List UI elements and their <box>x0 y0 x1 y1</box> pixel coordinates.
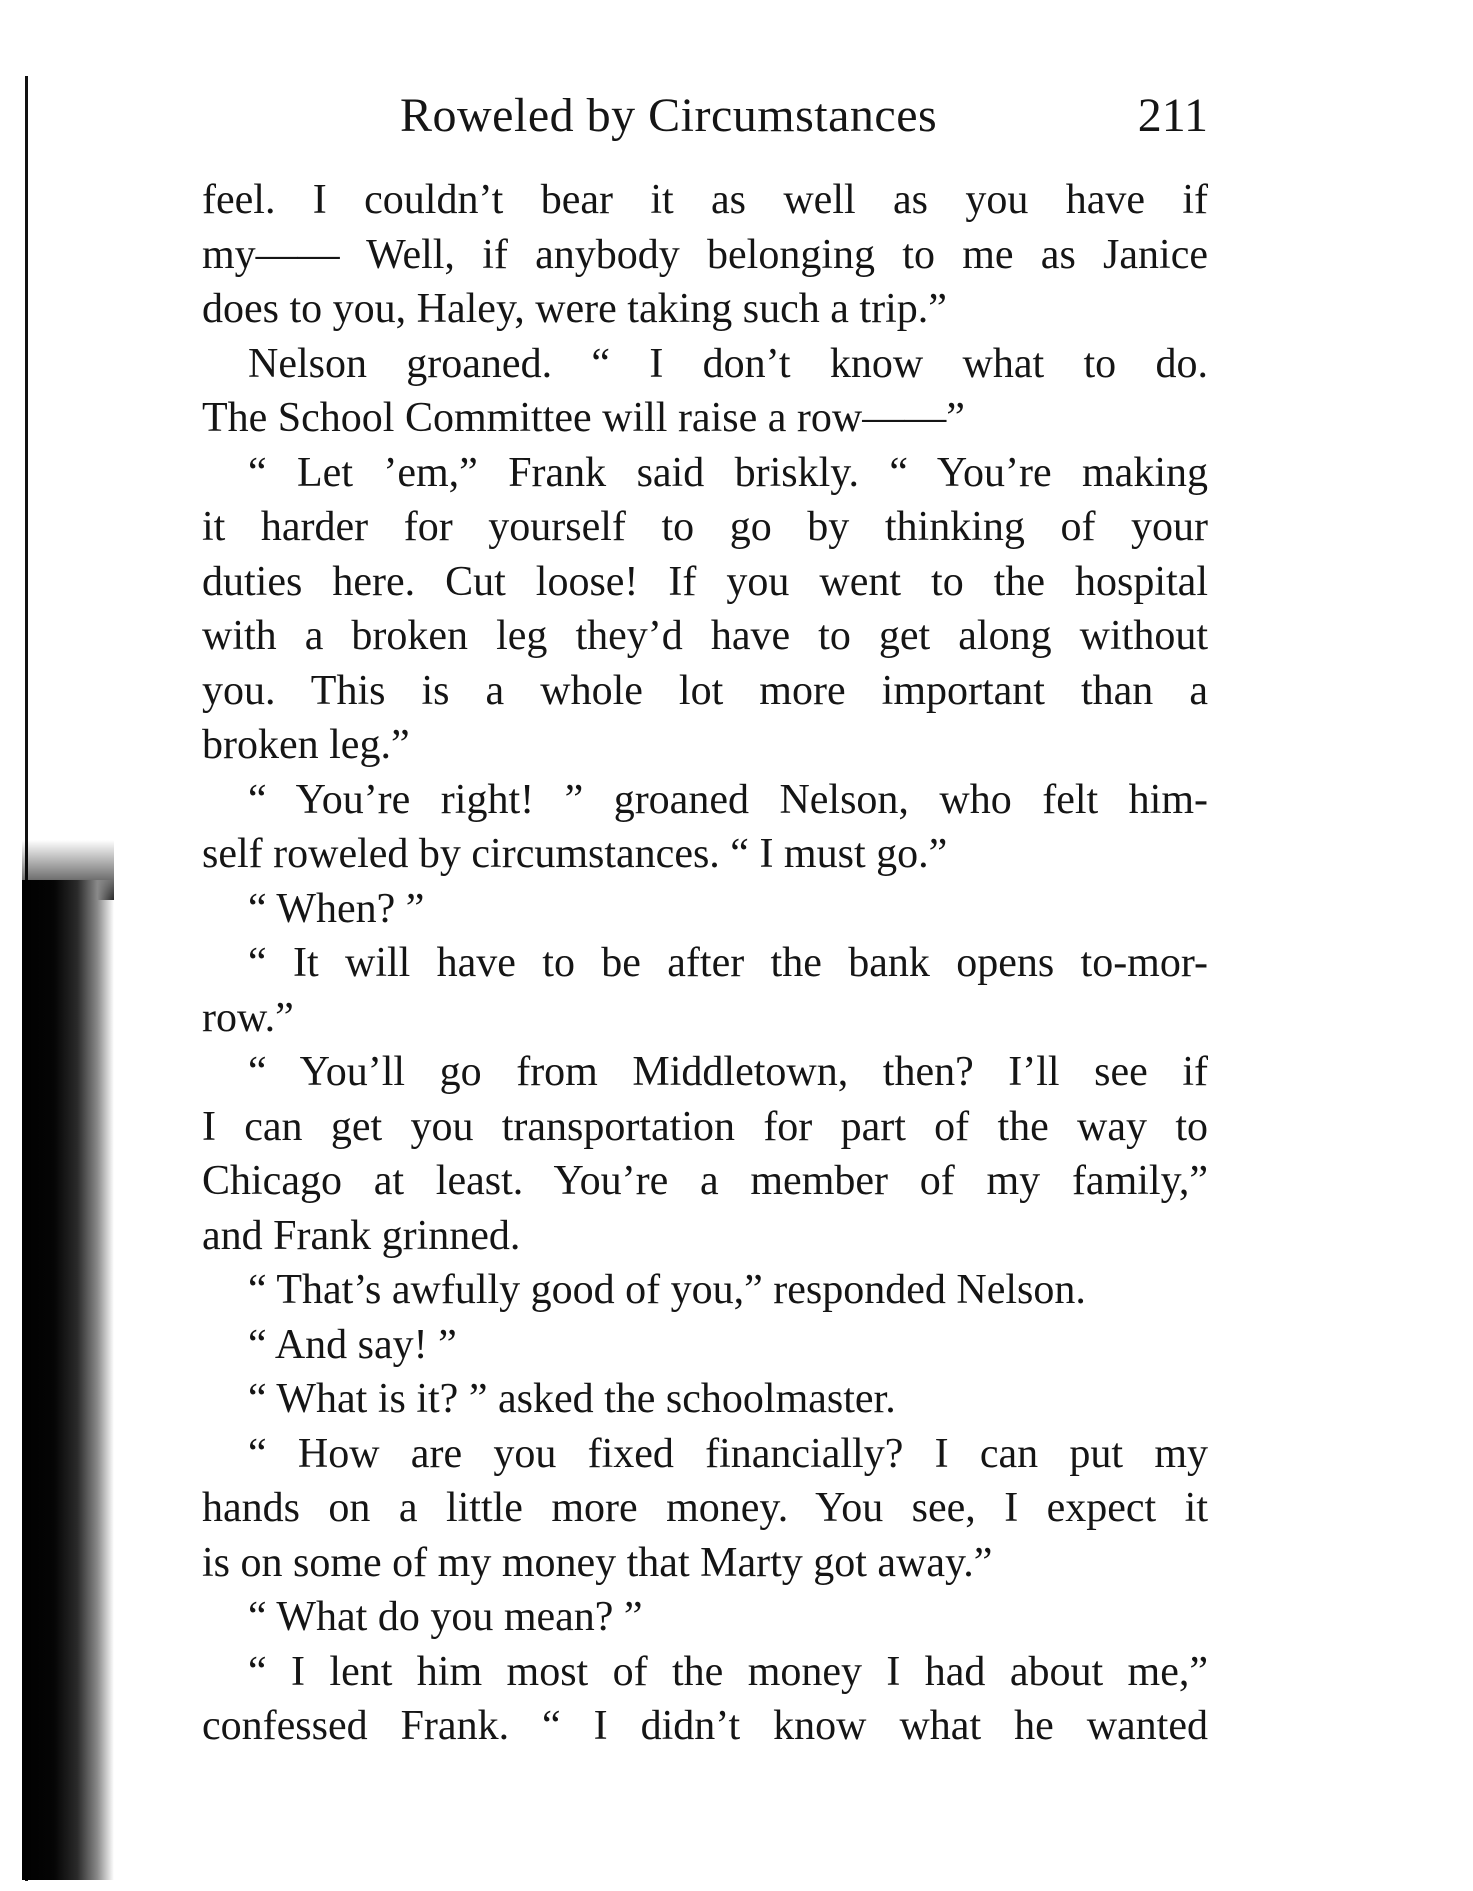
text-line: “ You’re right! ” groaned Nelson, who felt him- <box>248 776 1208 823</box>
text-line: self roweled by circumstances. “ I must go.” <box>202 831 948 877</box>
text-line: hands on a little more money. You see, I expect it <box>202 1485 1208 1531</box>
text-line: my—— Well, if anybody belonging to me as Janice <box>202 231 1208 278</box>
text-line: “ I lent him most of the money I had about me,” <box>248 1648 1208 1695</box>
binding-shadow <box>22 880 114 1880</box>
text-line: you. This is a whole lot more important than a <box>202 667 1208 714</box>
text-line: “ How are you fixed financially? I can put my <box>248 1430 1208 1477</box>
text-line: does to you, Haley, were taking such a trip.” <box>202 286 947 332</box>
text-line: “ You’ll go from Middletown, then? I’ll see if <box>248 1049 1208 1095</box>
text-line: The School Committee will raise a row——” <box>202 395 965 441</box>
running-title: Roweled by Circumstances <box>400 89 938 142</box>
text-line: “ And say! ” <box>248 1321 457 1368</box>
text-line: Nelson groaned. “ I don’t know what to do. <box>248 340 1208 387</box>
body-text <box>202 173 1208 1754</box>
text-line: feel. I couldn’t bear it as well as you have if <box>202 177 1208 223</box>
text-line: I can get you transportation for part of the way to <box>202 1103 1208 1150</box>
page-number: 211 <box>1137 89 1208 142</box>
text-line: “ Let ’em,” Frank said briskly. “ You’re making <box>248 449 1208 496</box>
text-line: is on some of my money that Marty got away.” <box>202 1539 993 1586</box>
text-line: “ What do you mean? ” <box>248 1594 643 1640</box>
text-line: duties here. Cut loose! If you went to the hospital <box>202 558 1208 605</box>
text-line: Chicago at least. You’re a member of my family,” <box>202 1158 1208 1204</box>
text-line: row.” <box>202 994 294 1041</box>
text-line: “ When? ” <box>248 885 425 932</box>
text-line: confessed Frank. “ I didn’t know what he wanted <box>202 1703 1208 1749</box>
running-head <box>202 86 1208 146</box>
text-line: with a broken leg they’d have to get along without <box>202 613 1208 659</box>
text-line: “ What is it? ” asked the schoolmaster. <box>248 1376 896 1422</box>
text-line: “ It will have to be after the bank opens to-mor- <box>248 940 1208 986</box>
text-line: broken leg.” <box>202 722 410 768</box>
text-line: “ That’s awfully good of you,” responded Nelson. <box>248 1267 1086 1313</box>
text-line: and Frank grinned. <box>202 1212 521 1259</box>
text-line: it harder for yourself to go by thinking of your <box>202 504 1208 550</box>
